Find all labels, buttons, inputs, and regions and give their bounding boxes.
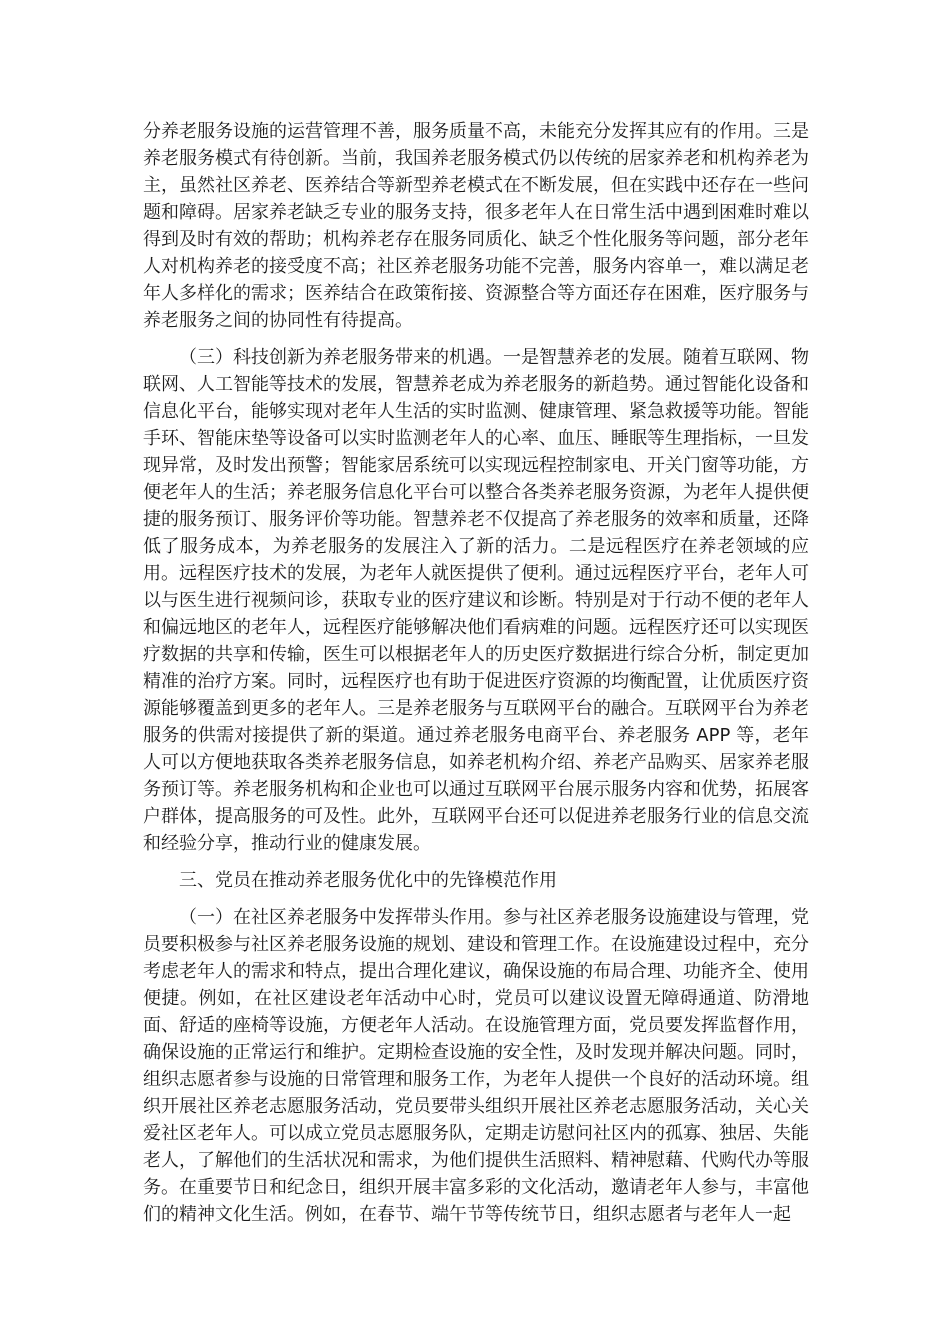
paragraph-community-role: （一）在社区养老服务中发挥带头作用。参与社区养老服务设施建设与管理，党员要积极参与社区养老服务设施的规划、建设和管理工作。在设施建设过程中，充分考虑老年人的需求和特点，提出合理化建议，确保设施的布局合理、功能齐全、使用便捷。例如，在社区建设老年活动中心时，党员可以建议设置无障碍通道、防滑地面、舒适的座椅等设施，方便老年人活动。在设施管理方面，党员要发挥监督作用，确保设施的正常运行和维护。定期检查设施的安全性，及时发现并解决问题。同时，组织志愿者参与设施的日常管理和服务工作，为老年人提供一个良好的活动环境。组织开展社区养老志愿服务活动，党员要带头组织开展社区养老志愿服务活动，关心关爱社区老年人。可以成立党员志愿服务队，定期走访慰问社区内的孤寡、独居、失能老人，了解他们的生活状况和需求，为他们提供生活照料、精神慰藉、代购代办等服务。在重要节日和纪念日，组织开展丰富多彩的文化活动，邀请老年人参与，丰富他们的精神文化生活。例如，在春节、端午节等传统节日，组织志愿者与老年人一起 <box>143 907 809 1225</box>
section-heading: 三、党员在推动养老服务优化中的先锋模范作用 <box>179 870 557 891</box>
paragraph-tech-innovation: （三）科技创新为养老服务带来的机遇。一是智慧养老的发展。随着互联网、物联网、人工智能等技术的发展，智慧养老成为养老服务的新趋势。通过智能化设备和信息化平台，能够实现对老年人生活的实时监测、健康管理、紧急救援等功能。智能手环、智能床垫等设备可以实时监测老年人的心率、血压、睡眠等生理指标，一旦发现异常，及时发出预警；智能家居系统可以实现远程控制家电、开关门窗等功能，方便老年人的生活；养老服务信息化平台可以整合各类养老服务资源，为老年人提供便捷的服务预订、服务评价等功能。智慧养老不仅提高了养老服务的效率和质量，还降低了服务成本，为养老服务的发展注入了新的活力。二是远程医疗在养老领域的应用。远程医疗技术的发展，为老年人就医提供了便利。通过远程医疗平台，老年人可以与医生进行视频问诊，获取专业的医疗建议和诊断。特别是对于行动不便的老年人和偏远地区的老年人，远程医疗能够解决他们看病难的问题。远程医疗还可以实现医疗数据的共享和传输，医生可以根据老年人的历史医疗数据进行综合分析，制定更加精准的治疗方案。同时，远程医疗也有助于促进医疗资源的均衡配置，让优质医疗资源能够覆盖到更多的老年人。三是养老服务与互联网平台的融合。互联网平台为养老服务的供需对接提供了新的渠道。通过养老服务电商平台、养老服务 APP 等，老年人可以方便地获取各类养老服务信息，如养老机构介绍、养老产品购买、居家养老服务预订等。养老服务机构和企业也可以通过互联网平台展示服务内容和优势，拓展客户群体，提高服务的可及性。此外，互联网平台还可以促进养老服务行业的信息交流和经验分享，推动行业的健康发展。 <box>143 347 809 854</box>
paragraph-gap <box>143 894 809 904</box>
paragraph-gap <box>143 857 809 867</box>
paragraph-gap <box>143 334 809 344</box>
paragraph-continuation: 分养老服务设施的运营管理不善，服务质量不高，未能充分发挥其应有的作用。三是养老服务模式有待创新。当前，我国养老服务模式仍以传统的居家养老和机构养老为主，虽然社区养老、医养结合等新型养老模式在不断发展，但在实践中还存在一些问题和障碍。居家养老缺乏专业的服务支持，很多老年人在日常生活中遇到困难时难以得到及时有效的帮助；机构养老存在服务同质化、缺乏个性化服务等问题，部分老年人对机构养老的接受度不高；社区养老服务功能不完善，服务内容单一，难以满足老年人多样化的需求；医养结合在政策衔接、资源整合等方面还存在困难，医疗服务与养老服务之间的协同性有待提高。 <box>143 121 809 331</box>
document-page <box>143 118 809 1228</box>
